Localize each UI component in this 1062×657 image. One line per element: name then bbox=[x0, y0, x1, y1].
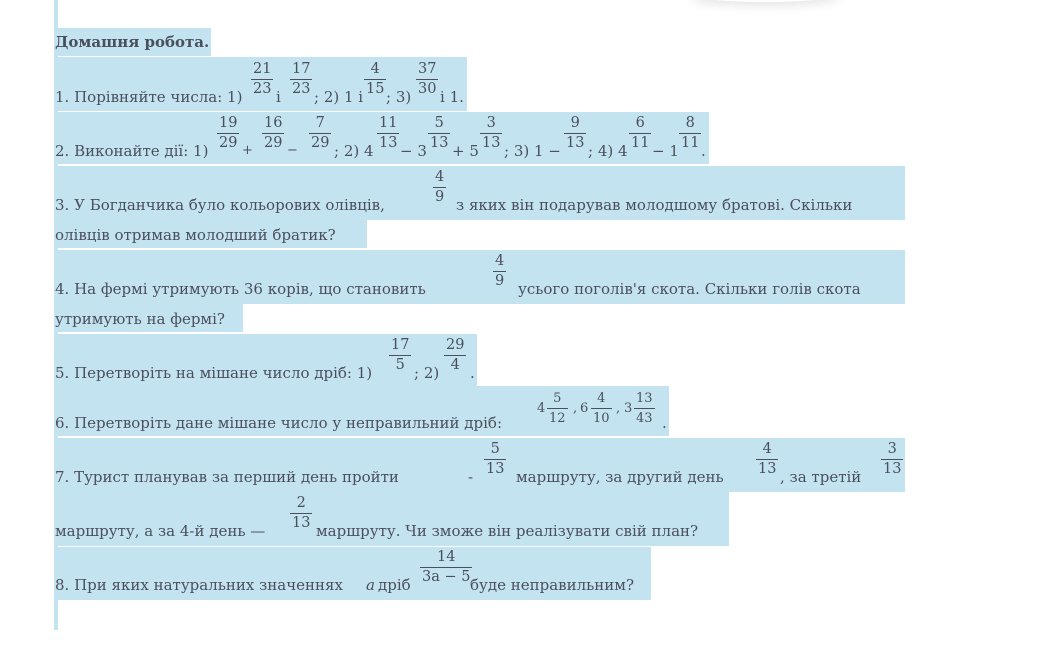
numerator: 19 bbox=[217, 114, 239, 134]
denominator: 12 bbox=[549, 411, 566, 426]
text-span bbox=[242, 137, 253, 165]
problem-4-text-b: усього поголів'я скота. Скільки голів скота bbox=[518, 280, 861, 298]
fraction bbox=[251, 60, 273, 99]
denominator: 9 bbox=[495, 273, 505, 289]
problem-3-text-b: з яких він подарував молодшому братові. Скільки bbox=[456, 196, 853, 214]
numerator: 3 bbox=[480, 114, 502, 134]
fraction bbox=[420, 548, 472, 587]
problem-2-text: 2. Виконайте дії: 1) bbox=[55, 142, 209, 160]
problem-4 bbox=[55, 275, 426, 303]
text-span bbox=[516, 463, 724, 491]
denominator: 11 bbox=[631, 135, 650, 151]
numerator: 17 bbox=[290, 60, 312, 80]
whole-number: 3 bbox=[624, 401, 633, 416]
problem-7-text-e: маршруту. Чи зможе він реалізувати свій план? bbox=[316, 522, 699, 540]
fraction bbox=[290, 60, 312, 99]
connector-text: ; 3) bbox=[386, 88, 412, 106]
text-span bbox=[334, 137, 374, 165]
fraction bbox=[564, 114, 586, 153]
denominator: 13 bbox=[482, 135, 501, 151]
text-span bbox=[452, 137, 479, 165]
whole-number: 6 bbox=[580, 401, 589, 416]
connector-text: ; 2) 4 bbox=[334, 142, 374, 160]
fraction bbox=[444, 336, 466, 375]
denominator: 13 bbox=[486, 461, 505, 477]
fraction bbox=[547, 389, 568, 428]
denominator: 13 bbox=[430, 135, 449, 151]
text-span bbox=[400, 137, 427, 165]
problem-4-text-a: 4. На фермі утримують 36 корів, що становить bbox=[55, 280, 426, 298]
numerator: 5 bbox=[484, 440, 506, 460]
fraction bbox=[416, 60, 438, 99]
denominator: 4 bbox=[450, 357, 460, 373]
text-span bbox=[468, 463, 473, 491]
numerator: 4 bbox=[756, 440, 778, 460]
variable-a: a bbox=[366, 576, 375, 594]
text-span bbox=[287, 137, 298, 165]
numerator: 14 bbox=[420, 548, 472, 568]
connector-text: + 5 bbox=[452, 142, 479, 160]
problem-6 bbox=[55, 409, 502, 437]
text-span bbox=[378, 571, 411, 599]
connector-text: ; 4) 4 bbox=[588, 142, 628, 160]
text-span bbox=[456, 191, 905, 219]
problem-1-text: 1. Порівняйте числа: 1) bbox=[55, 88, 243, 106]
denominator: 30 bbox=[418, 81, 437, 97]
numerator: 16 bbox=[262, 114, 284, 134]
fraction bbox=[428, 114, 450, 153]
connector-text: ; 3) 1 − bbox=[504, 142, 561, 160]
text-span bbox=[588, 137, 628, 165]
text-span bbox=[386, 83, 411, 111]
separator: , bbox=[573, 401, 578, 416]
denominator: 3a − 5 bbox=[422, 569, 471, 585]
problem-5-text: 5. Перетворіть на мішане число дріб: 1) bbox=[55, 364, 373, 382]
problem-3-cont bbox=[55, 221, 336, 249]
problem-8-text-a: 8. При яких натуральних значеннях bbox=[55, 576, 343, 594]
denominator: 13 bbox=[758, 461, 777, 477]
denominator: 43 bbox=[636, 411, 653, 426]
text-span bbox=[366, 571, 375, 599]
connector-text: . bbox=[701, 142, 706, 160]
connector-text: . bbox=[470, 364, 475, 382]
text-span bbox=[470, 359, 475, 387]
problem-8-text-c: буде неправильним? bbox=[470, 576, 634, 594]
text-span bbox=[616, 395, 620, 423]
denominator: 13 bbox=[566, 135, 585, 151]
connector-text: ; 2) bbox=[414, 364, 440, 382]
problem-7 bbox=[55, 463, 399, 491]
text-span bbox=[414, 359, 439, 387]
fraction bbox=[493, 252, 506, 291]
denominator: 5 bbox=[395, 357, 405, 373]
problem-7-text-a: 7. Турист планував за перший день пройти bbox=[55, 468, 399, 486]
numerator: 13 bbox=[634, 389, 655, 409]
numerator: 5 bbox=[428, 114, 450, 134]
numerator: 21 bbox=[251, 60, 273, 80]
numerator: 11 bbox=[377, 114, 399, 134]
whole-number: 4 bbox=[537, 401, 546, 416]
connector-text: ; 2) 1 і bbox=[314, 88, 364, 106]
fraction bbox=[433, 168, 446, 207]
fraction bbox=[634, 389, 655, 428]
fraction bbox=[217, 114, 239, 153]
denominator: 13 bbox=[379, 135, 398, 151]
numerator: 5 bbox=[547, 389, 568, 409]
text-span bbox=[504, 137, 561, 165]
numerator: 3 bbox=[881, 440, 903, 460]
problem-7-text-c: , за третій bbox=[780, 468, 862, 486]
operator: + bbox=[242, 143, 253, 158]
text-span bbox=[701, 137, 706, 165]
problem-8-text-b: дріб bbox=[378, 576, 411, 594]
connector-text: − 1 bbox=[652, 142, 679, 160]
fraction bbox=[480, 114, 502, 153]
problem-4-cont bbox=[55, 305, 225, 333]
fraction bbox=[262, 114, 284, 153]
connector-text: . bbox=[662, 414, 667, 432]
problem-3-text-a: 3. У Богданчика було кольорових олівців, bbox=[55, 196, 385, 214]
numerator: 4 bbox=[493, 252, 506, 272]
text-span bbox=[780, 463, 861, 491]
denominator: 13 bbox=[292, 515, 311, 531]
problem-3-text-c: олівців отримав молодший братик? bbox=[55, 226, 336, 244]
problem-5 bbox=[55, 359, 372, 387]
fraction bbox=[881, 440, 903, 479]
numerator: 29 bbox=[444, 336, 466, 356]
problem-7-text-d: маршруту, а за 4-й день — bbox=[55, 522, 266, 540]
fraction bbox=[309, 114, 331, 153]
denominator: 29 bbox=[311, 135, 330, 151]
text-span bbox=[624, 395, 632, 423]
text-span bbox=[662, 409, 667, 437]
operator: − bbox=[287, 143, 298, 158]
heading-line bbox=[55, 28, 211, 56]
numerator: 37 bbox=[416, 60, 438, 80]
numerator: 2 bbox=[290, 494, 312, 514]
problem-4-text-c: утримують на фермі? bbox=[55, 310, 225, 328]
denominator: 29 bbox=[219, 135, 238, 151]
denominator: 23 bbox=[253, 81, 272, 97]
problem-1 bbox=[55, 83, 242, 111]
denominator: 10 bbox=[593, 411, 610, 426]
denominator: 13 bbox=[883, 461, 902, 477]
numerator: 7 bbox=[309, 114, 331, 134]
text-span bbox=[314, 83, 363, 111]
denominator: 29 bbox=[264, 135, 283, 151]
text-span bbox=[440, 83, 464, 111]
problem-7-text-b: маршруту, за другий день bbox=[516, 468, 724, 486]
top-shadow bbox=[690, 0, 840, 2]
fraction bbox=[591, 389, 612, 428]
numerator: 4 bbox=[433, 168, 446, 188]
problem-3 bbox=[55, 191, 385, 219]
numerator: 4 bbox=[591, 389, 612, 409]
denominator: 9 bbox=[435, 189, 445, 205]
fraction bbox=[629, 114, 651, 153]
text-span bbox=[537, 395, 545, 423]
problem-6-text: 6. Перетворіть дане мішане число у неправильний дріб: bbox=[55, 414, 503, 432]
denominator: 11 bbox=[681, 135, 700, 151]
fraction bbox=[484, 440, 506, 479]
problem-2 bbox=[55, 137, 208, 165]
fraction bbox=[389, 336, 411, 375]
problem-7-cont bbox=[55, 517, 265, 545]
text-span bbox=[316, 517, 698, 545]
denominator: 23 bbox=[292, 81, 311, 97]
page-title: Домашня робота. bbox=[55, 28, 211, 56]
separator: , bbox=[616, 401, 621, 416]
connector-text: і bbox=[276, 88, 281, 106]
text-span bbox=[276, 83, 281, 111]
numerator: 4 bbox=[364, 60, 386, 80]
fraction bbox=[364, 60, 386, 99]
fraction bbox=[756, 440, 778, 479]
numerator: 8 bbox=[679, 114, 701, 134]
connector-text: і 1. bbox=[440, 88, 464, 106]
numerator: 9 bbox=[564, 114, 586, 134]
text-span bbox=[470, 571, 634, 599]
text-span bbox=[518, 275, 861, 303]
text-span bbox=[580, 395, 588, 423]
fraction bbox=[377, 114, 399, 153]
dash: - bbox=[468, 468, 474, 486]
fraction bbox=[290, 494, 312, 533]
numerator: 17 bbox=[389, 336, 411, 356]
text-span bbox=[652, 137, 679, 165]
problem-8 bbox=[55, 571, 343, 599]
connector-text: − 3 bbox=[400, 142, 427, 160]
fraction bbox=[679, 114, 701, 153]
text-span bbox=[573, 395, 577, 423]
numerator: 6 bbox=[629, 114, 651, 134]
denominator: 15 bbox=[366, 81, 385, 97]
